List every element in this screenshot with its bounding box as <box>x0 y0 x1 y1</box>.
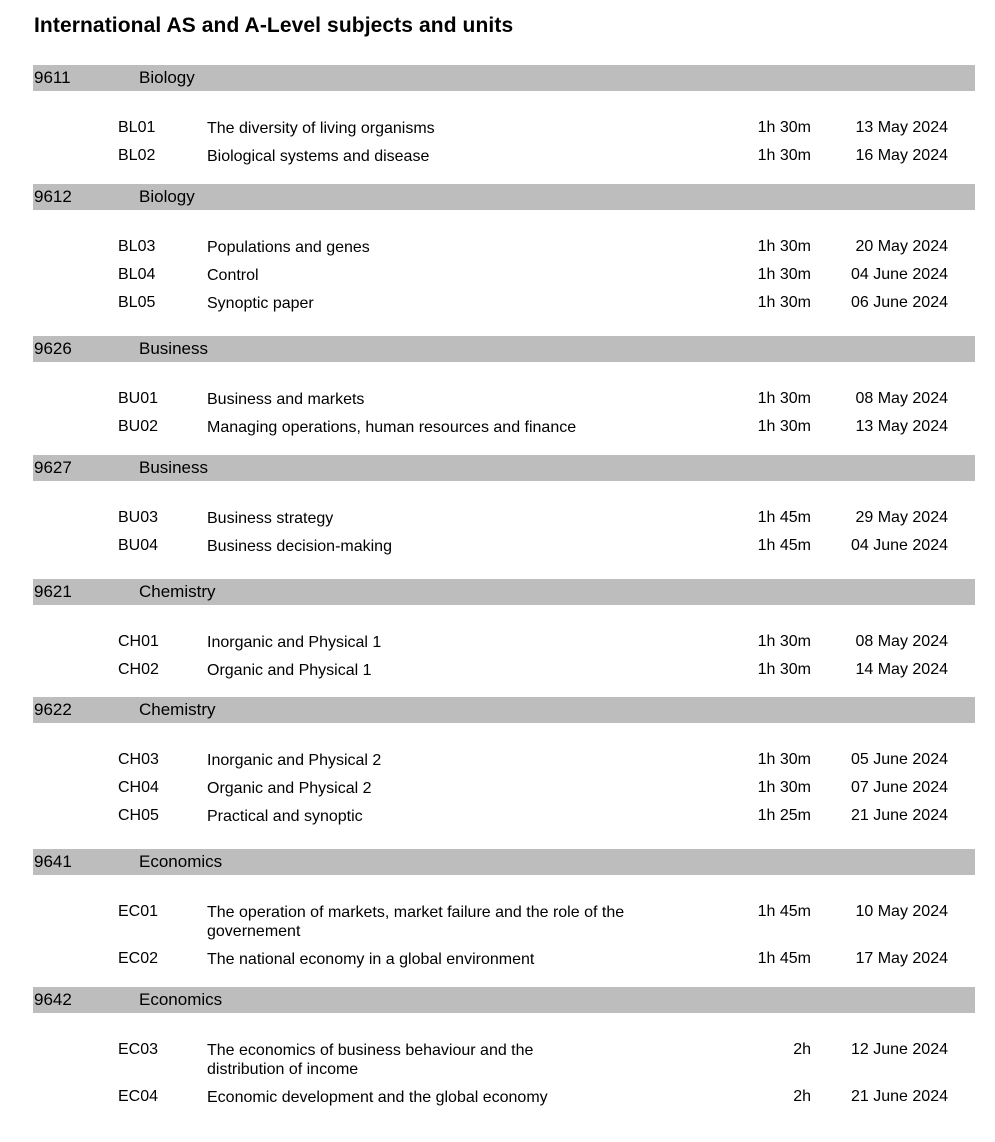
subject-code: 9641 <box>34 852 72 871</box>
unit-date: 05 June 2024 <box>851 751 948 768</box>
subject-code: 9627 <box>34 458 72 477</box>
subject-code: 9642 <box>34 990 72 1009</box>
subject-header <box>33 336 975 362</box>
unit-code: BU04 <box>118 537 159 554</box>
subject-header <box>33 697 975 723</box>
subject-header <box>33 579 975 605</box>
unit-duration: 1h 30m <box>757 266 811 283</box>
unit-duration: 1h 45m <box>757 950 811 967</box>
unit-code: CH02 <box>118 661 159 678</box>
unit-code: BU02 <box>118 418 159 435</box>
unit-code: BL04 <box>118 266 156 283</box>
page-title: International AS and A-Level subjects and units <box>34 14 514 37</box>
unit-duration: 1h 45m <box>757 509 811 526</box>
subject-code: 9612 <box>34 187 72 206</box>
subject-name: Economics <box>139 852 223 871</box>
unit-date: 13 May 2024 <box>855 418 948 435</box>
subject-name: Business <box>139 339 208 358</box>
unit-duration: 1h 30m <box>757 751 811 768</box>
unit-date: 21 June 2024 <box>851 807 948 824</box>
unit-name: Inorganic and Physical 1 <box>207 634 382 651</box>
unit-date: 16 May 2024 <box>855 147 948 164</box>
unit-code: BL02 <box>118 147 156 164</box>
unit-date: 29 May 2024 <box>855 509 948 526</box>
unit-name: Inorganic and Physical 2 <box>207 752 382 769</box>
unit-date: 08 May 2024 <box>855 390 948 407</box>
unit-duration: 1h 30m <box>757 779 811 796</box>
unit-duration: 1h 45m <box>757 537 811 554</box>
unit-name: Economic development and the global economy <box>207 1089 548 1106</box>
unit-date: 12 June 2024 <box>851 1041 948 1058</box>
subject-code: 9622 <box>34 700 72 719</box>
unit-name: The operation of markets, market failure and the role of the governement <box>207 904 625 940</box>
unit-name: Synoptic paper <box>207 295 314 312</box>
unit-duration: 1h 30m <box>757 119 811 136</box>
subject-code: 9611 <box>34 68 71 87</box>
subject-name: Biology <box>139 187 195 206</box>
unit-code: CH04 <box>118 779 159 796</box>
subject-name: Chemistry <box>139 582 216 601</box>
unit-duration: 1h 45m <box>757 903 811 920</box>
unit-name: Organic and Physical 1 <box>207 662 372 679</box>
unit-code: EC01 <box>118 903 159 920</box>
unit-name: The national economy in a global environment <box>207 951 535 968</box>
unit-date: 04 June 2024 <box>851 537 948 554</box>
unit-duration: 1h 30m <box>757 633 811 650</box>
subject-name: Business <box>139 458 208 477</box>
unit-code: BL01 <box>118 119 156 136</box>
unit-code: EC02 <box>118 950 159 967</box>
unit-code: CH03 <box>118 751 159 768</box>
unit-duration: 2h <box>793 1088 811 1105</box>
unit-code: EC04 <box>118 1088 159 1105</box>
unit-name: Biological systems and disease <box>207 148 430 165</box>
unit-date: 10 May 2024 <box>855 903 948 920</box>
subject-header <box>33 184 975 210</box>
unit-duration: 1h 30m <box>757 147 811 164</box>
subject-header <box>33 455 975 481</box>
unit-date: 04 June 2024 <box>851 266 948 283</box>
unit-date: 20 May 2024 <box>855 238 948 255</box>
unit-duration: 1h 30m <box>757 390 811 407</box>
unit-name: Business and markets <box>207 391 365 408</box>
unit-date: 08 May 2024 <box>855 633 948 650</box>
unit-date: 14 May 2024 <box>855 661 948 678</box>
subject-name: Biology <box>139 68 195 87</box>
unit-name: The economics of business behaviour and the distribution of income <box>207 1042 534 1078</box>
subject-name: Chemistry <box>139 700 216 719</box>
subject-header <box>33 849 975 875</box>
subject-header <box>33 65 975 91</box>
unit-name: Managing operations, human resources and finance <box>207 419 577 436</box>
unit-name: Control <box>207 267 259 284</box>
unit-date: 07 June 2024 <box>851 779 948 796</box>
unit-name: Practical and synoptic <box>207 808 363 825</box>
unit-code: CH01 <box>118 633 159 650</box>
unit-duration: 2h <box>793 1041 811 1058</box>
unit-code: BU03 <box>118 509 159 526</box>
unit-date: 06 June 2024 <box>851 294 948 311</box>
subject-code: 9621 <box>34 582 72 601</box>
unit-code: BL03 <box>118 238 156 255</box>
unit-code: BL05 <box>118 294 156 311</box>
unit-code: BU01 <box>118 390 159 407</box>
unit-name: Populations and genes <box>207 239 370 256</box>
unit-duration: 1h 30m <box>757 418 811 435</box>
unit-code: CH05 <box>118 807 159 824</box>
unit-date: 17 May 2024 <box>855 950 948 967</box>
unit-duration: 1h 30m <box>757 238 811 255</box>
unit-duration: 1h 30m <box>757 661 811 678</box>
unit-date: 13 May 2024 <box>855 119 948 136</box>
subject-header <box>33 987 975 1013</box>
unit-name: Business strategy <box>207 510 334 527</box>
unit-duration: 1h 25m <box>757 807 811 824</box>
subject-code: 9626 <box>34 339 72 358</box>
unit-name: Organic and Physical 2 <box>207 780 372 797</box>
subject-name: Economics <box>139 990 223 1009</box>
unit-duration: 1h 30m <box>757 294 811 311</box>
unit-date: 21 June 2024 <box>851 1088 948 1105</box>
unit-name: Business decision-making <box>207 538 392 555</box>
unit-code: EC03 <box>118 1041 159 1058</box>
unit-name: The diversity of living organisms <box>207 120 435 137</box>
